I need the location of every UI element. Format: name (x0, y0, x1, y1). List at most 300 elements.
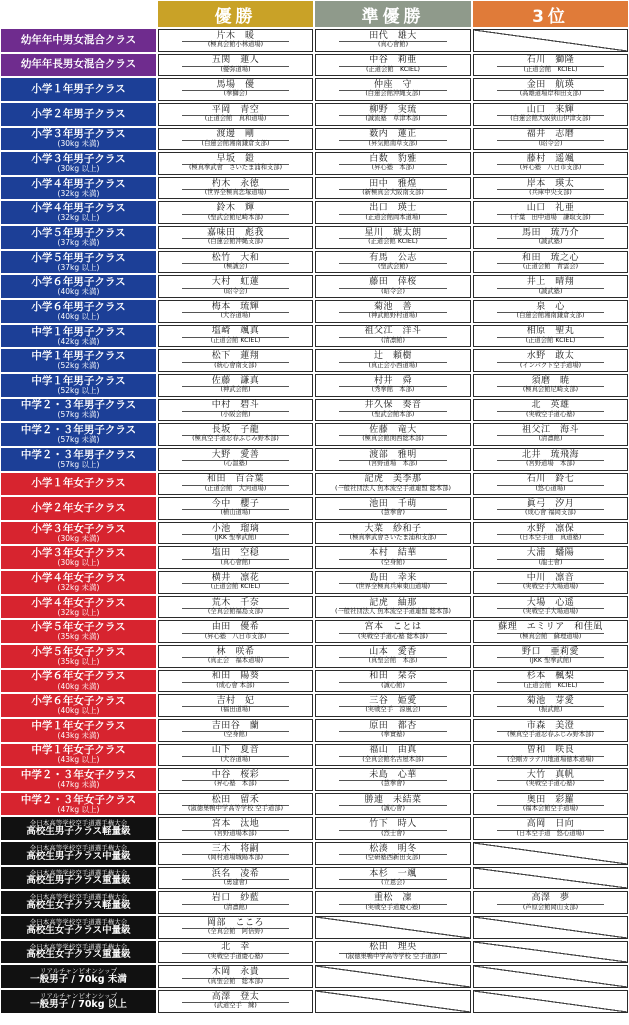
third-place-cell (473, 768, 628, 791)
dojo-name: (一般社団法人 魚本流空手道連盟 総本部) (335, 607, 451, 615)
runner-up-cell (315, 349, 471, 372)
winner-cell (158, 473, 313, 496)
category-label (1, 325, 156, 348)
category-label (1, 990, 156, 1013)
category-name: 中学１年女子クラス (31, 744, 126, 757)
third-place-cell (473, 744, 628, 767)
runner-up-cell (315, 29, 471, 52)
category-label (1, 54, 156, 77)
category-weight: (30kg 以上) (57, 558, 100, 568)
athlete-name: 奥田 彩羅 (526, 794, 575, 805)
athlete-name: 水野 敢太 (526, 351, 575, 362)
athlete-name: 水野 凛保 (526, 523, 575, 534)
dojo-name: (神武会館) (220, 386, 251, 394)
table-row (1, 423, 628, 446)
athlete-name: 大浦 蟠陽 (526, 548, 575, 559)
dojo-name: (岡村道場城陽本部) (207, 854, 264, 862)
winner-cell (158, 694, 313, 717)
dojo-name: (極誠会) (223, 262, 248, 270)
athlete-name: 林 咲希 (216, 646, 255, 657)
category-event: 全日本高等学校空手道選手権大会 (29, 942, 128, 951)
dojo-name: (芦原会館岡山支部) (522, 903, 579, 911)
table-row (1, 694, 628, 717)
athlete-name: 星川 琥太朗 (364, 227, 422, 238)
athlete-name: 石川 獅隆 (526, 55, 575, 66)
athlete-name: 荒木 千奈 (211, 597, 260, 608)
athlete-name: 菊池 善 (373, 301, 412, 312)
runner-up-cell (315, 448, 471, 471)
dojo-name: (真心會館) (377, 41, 409, 49)
table-row (1, 670, 628, 693)
dojo-name: (正道会館岡本道場) (365, 213, 421, 221)
category-label (1, 670, 156, 693)
runner-up-cell (315, 793, 471, 816)
athlete-name: 山下 夏音 (211, 745, 260, 756)
category-name: 小学３年女子クラス (31, 547, 126, 560)
table-row (1, 201, 628, 224)
category-weight: (35kg 以上) (57, 656, 100, 666)
athlete-name: 平岡 青空 (211, 104, 260, 115)
category-weight: (42kg 未満) (57, 336, 100, 346)
third-place-cell (473, 54, 628, 77)
runner-up-cell (315, 571, 471, 594)
dojo-name: (極真会館小林道場) (207, 41, 264, 49)
third-place-cell (473, 620, 628, 643)
dojo-name: (実戦空手道心塾) (526, 780, 575, 788)
athlete-name: 横井 凛花 (211, 572, 260, 583)
category-name: 小学６年女子クラス (31, 670, 126, 683)
athlete-name: 仲座 守 (373, 80, 412, 91)
table-row (1, 645, 628, 668)
dojo-name: (淑徳巣鴨中学高等学校 空手道部) (345, 952, 441, 960)
category-event: 全日本高等学校空手道選手権大会 (29, 819, 128, 828)
runner-up-cell (315, 473, 471, 496)
athlete-name: 井上 晴翔 (526, 277, 575, 288)
dojo-name: (正道会館 KCIEL) (523, 65, 578, 73)
category-label (1, 423, 156, 446)
category-weight: (32kg 未満) (57, 582, 100, 592)
category-name: 幼年年中男女混合クラス (20, 33, 137, 46)
winner-cell (158, 793, 313, 816)
third-place-cell-empty (473, 842, 628, 865)
athlete-name: 藤田 倖桜 (369, 277, 417, 288)
dojo-name: (正道会館 KCIEL) (366, 65, 420, 73)
category-weight: (32kg 未満) (57, 188, 100, 198)
athlete-name: 宮本 汰地 (211, 819, 260, 830)
athlete-name: 記虎 紬那 (369, 597, 417, 608)
athlete-name: 眞弓 汐月 (526, 498, 575, 509)
table-row (1, 54, 628, 77)
dojo-name: (空身館) (381, 558, 405, 566)
category-name: 小学５年女子クラス (31, 645, 126, 658)
dojo-name: (拳獅会) (223, 90, 248, 98)
dojo-name: (白蓮会館湘南鎌倉支部) (201, 139, 270, 147)
category-name: 高校生女子クラス中量級 (26, 924, 131, 936)
dojo-name: (昇心塾 本部) (214, 780, 257, 788)
dojo-name: (極真会館 蘇理道場) (519, 632, 582, 640)
dojo-name: (日本空手道 悠心道場) (516, 829, 585, 837)
runner-up-cell-empty (315, 916, 471, 939)
athlete-name: 塩田 空穏 (211, 548, 260, 559)
category-name: 高校生男子クラス軽量級 (26, 826, 131, 838)
table-row (1, 177, 628, 200)
dojo-name: (優弥道場) (220, 65, 251, 73)
dojo-name: (正道会館 KCIEL) (525, 336, 576, 344)
athlete-name: 未島 心華 (369, 769, 417, 780)
third-place-cell (473, 423, 628, 446)
athlete-name: 野口 亜莉愛 (521, 646, 579, 657)
athlete-name: 馬場 優 (216, 80, 255, 91)
third-place-cell (473, 719, 628, 742)
athlete-name: 中谷 莉亜 (369, 55, 417, 66)
category-label (1, 965, 156, 988)
dojo-name: (真聖会館 本部) (368, 657, 418, 665)
runner-up-cell (315, 325, 471, 348)
athlete-name: 岡部 こころ (206, 917, 264, 928)
dojo-name: (清凛館) (223, 903, 248, 911)
winner-cell (158, 54, 313, 77)
table-row (1, 546, 628, 569)
third-place-cell (473, 128, 628, 151)
winner-cell (158, 152, 313, 175)
category-event: 全日本高等学校空手道選手権大会 (29, 844, 128, 853)
dojo-name: (インパクト空手道場) (519, 361, 582, 369)
table-row (1, 719, 628, 742)
table-row (1, 300, 628, 323)
athlete-name: 辻 頼樹 (373, 351, 412, 362)
category-weight: (43kg 以上) (57, 755, 100, 765)
table-row (1, 275, 628, 298)
winner-cell (158, 226, 313, 249)
third-place-cell (473, 473, 628, 496)
dojo-name: (横山道場) (220, 509, 251, 517)
category-name: 小学５年女子クラス (31, 621, 126, 634)
runner-up-cell (315, 152, 471, 175)
winner-cell (158, 497, 313, 520)
athlete-name: 相原 聖丸 (526, 326, 575, 337)
table-row (1, 226, 628, 249)
dojo-name: (誠心館) (381, 681, 405, 689)
table-row (1, 620, 628, 643)
runner-up-cell (315, 251, 471, 274)
winner-cell (158, 645, 313, 668)
third-place-cell (473, 670, 628, 693)
category-weight: (57kg 未満) (57, 435, 100, 445)
runner-up-cell (315, 941, 471, 964)
dojo-name: (白蓮会館沖縄支部) (207, 238, 264, 246)
winner-cell (158, 620, 313, 643)
category-label (1, 571, 156, 594)
third-place-cell-empty (473, 29, 628, 52)
athlete-name: 高澤 夢 (531, 893, 570, 904)
category-weight: (30kg 以上) (57, 164, 100, 174)
dojo-name: (極真拳武會さいたま浦和支部) (349, 534, 437, 542)
athlete-name: 菊池 芽愛 (526, 696, 575, 707)
third-place-cell (473, 497, 628, 520)
category-label (1, 546, 156, 569)
table-row (1, 374, 628, 397)
category-name: 小学４年女子クラス (31, 596, 126, 609)
dojo-name: (慧拳會) (381, 780, 405, 788)
category-label (1, 349, 156, 372)
athlete-name: 大場 心遥 (526, 597, 575, 608)
athlete-name: 祖父江 洋斗 (364, 326, 422, 337)
category-label (1, 694, 156, 717)
dojo-name: (心温塾) (223, 460, 248, 468)
category-weight: (57kg 未満) (57, 410, 100, 420)
runner-up-cell (315, 891, 471, 914)
dojo-name: (聖武会館本部) (371, 410, 415, 418)
third-place-cell-empty (473, 867, 628, 890)
athlete-name: 藤村 遥颯 (526, 153, 575, 164)
runner-up-cell (315, 842, 471, 865)
dojo-name: (正道会館 KCIEL) (210, 336, 261, 344)
winner-cell (158, 891, 313, 914)
dojo-name: (JKK 聖拳武館) (214, 534, 257, 542)
athlete-name: 浜名 凌希 (211, 868, 260, 879)
category-name: 中学２・３年男子クラス (20, 399, 137, 412)
runner-up-cell (315, 300, 471, 323)
third-place-cell (473, 546, 628, 569)
dojo-name: (福本会館空手道場) (522, 805, 579, 813)
runner-up-cell (315, 719, 471, 742)
athlete-name: 松田 理央 (369, 942, 417, 953)
category-label (1, 103, 156, 126)
dojo-name: (福田道場) (220, 706, 251, 714)
runner-up-cell-empty (315, 965, 471, 988)
athlete-name: 三谷 姫愛 (369, 696, 417, 707)
category-label (1, 374, 156, 397)
third-place-cell (473, 177, 628, 200)
category-weight: (40kg 未満) (57, 681, 100, 691)
dojo-name: (昭令会) (538, 139, 563, 147)
table-row (1, 891, 628, 914)
table-row (1, 325, 628, 348)
athlete-name: 市森 美澄 (526, 720, 575, 731)
dojo-name: (世界全極真恋塚道場) (204, 189, 267, 197)
athlete-name: 由田 優希 (211, 622, 260, 633)
dojo-name: (極真会館関西総本部) (362, 435, 424, 443)
dojo-name: (極真拳武會 さいたま浦和支部) (188, 164, 283, 172)
winner-cell (158, 251, 313, 274)
dojo-name: (昭令会) (381, 287, 405, 295)
dojo-name: (神武館野村道場) (368, 312, 418, 320)
category-weight: (30kg 未満) (57, 139, 100, 149)
third-place-cell (473, 349, 628, 372)
athlete-name: 北井 琉飛海 (521, 449, 579, 460)
dojo-name: (昭令会) (223, 287, 248, 295)
dojo-name: (淑徳巣鴨中学高等学校 空手道部) (187, 805, 284, 813)
table-row (1, 29, 628, 52)
dojo-name: (新極真会大阪南支部) (362, 189, 424, 197)
dojo-name: (真正会小西道場) (368, 361, 418, 369)
winner-cell (158, 546, 313, 569)
category-name: 小学６年男子クラス (31, 300, 126, 313)
runner-up-cell (315, 128, 471, 151)
category-weight: (52kg 以上) (57, 385, 100, 395)
athlete-name: 松下 蓮翔 (211, 351, 260, 362)
category-label (1, 275, 156, 298)
category-label (1, 497, 156, 520)
category-label (1, 201, 156, 224)
athlete-name: 北 英雄 (531, 400, 570, 411)
category-name: 小学３年男子クラス (31, 128, 126, 141)
category-name: 小学６年男子クラス (31, 276, 126, 289)
athlete-name: 曽和 咲良 (526, 745, 575, 756)
third-place-cell (473, 817, 628, 840)
category-name: 小学６年女子クラス (31, 695, 126, 708)
dojo-name: (実戦空手道慶心塾) (207, 952, 264, 960)
dojo-name: (真正会 福本道場) (207, 657, 264, 665)
table-row (1, 103, 628, 126)
runner-up-cell (315, 596, 471, 619)
table-row (1, 596, 628, 619)
third-place-cell-empty (473, 941, 628, 964)
category-name: 中学２・３年男子クラス (20, 448, 137, 461)
athlete-name: 松湊 明冬 (369, 843, 417, 854)
dojo-name: (昇気館南草支部) (368, 139, 418, 147)
category-label (1, 448, 156, 471)
dojo-name: (正道会館 KCIEL) (210, 583, 261, 591)
winner-cell (158, 349, 313, 372)
category-name: 高校生女子クラス重量級 (26, 949, 131, 961)
dojo-name: (正道会館 KCIEL) (523, 681, 578, 689)
third-place-cell (473, 596, 628, 619)
table-row (1, 916, 628, 939)
athlete-name: 金田 航瑛 (526, 80, 575, 91)
dojo-name: (成心會 福岡支部) (525, 509, 576, 517)
table-row (1, 251, 628, 274)
athlete-name: 山口 礼亜 (526, 203, 575, 214)
winner-cell (158, 842, 313, 865)
dojo-name: (実戦空手道慶心塾) (365, 903, 421, 911)
category-label (1, 891, 156, 914)
table-row (1, 842, 628, 865)
winner-cell (158, 670, 313, 693)
athlete-name: 島田 幸来 (369, 572, 417, 583)
results-table (1, 1, 628, 1023)
category-label (1, 842, 156, 865)
category-label (1, 645, 156, 668)
dojo-name: (高雄道場岸和田支部) (519, 90, 582, 98)
athlete-name: 中村 碧斗 (211, 400, 260, 411)
winner-cell (158, 325, 313, 348)
runner-up-cell (315, 620, 471, 643)
category-name: 小学４年男子クラス (31, 202, 126, 215)
winner-cell (158, 990, 313, 1013)
category-label (1, 793, 156, 816)
category-name: 小学３年女子クラス (31, 522, 126, 535)
athlete-name: 山口 来輝 (526, 104, 575, 115)
athlete-name: 高岡 日向 (526, 819, 575, 830)
category-name: 中学２・３年男子クラス (20, 424, 137, 437)
third-place-cell (473, 251, 628, 274)
winner-cell (158, 571, 313, 594)
dojo-name: (空身館) (223, 731, 248, 739)
dojo-name: (誠武塾) (538, 238, 563, 246)
category-name: 一般男子 / 70kg 以上 (30, 998, 127, 1010)
category-label (1, 768, 156, 791)
table-row (1, 448, 628, 471)
athlete-name: 塩崎 颯真 (211, 326, 260, 337)
category-label (1, 596, 156, 619)
table-row (1, 571, 628, 594)
category-label (1, 29, 156, 52)
category-name: 小学４年男子クラス (31, 177, 126, 190)
athlete-name: 記虎 美李那 (364, 474, 422, 485)
winner-cell (158, 177, 313, 200)
winner-cell (158, 744, 313, 767)
winner-cell (158, 941, 313, 964)
category-name: 小学５年男子クラス (31, 226, 126, 239)
athlete-name: 大村 虹蓮 (211, 277, 260, 288)
third-place-cell (473, 399, 628, 422)
athlete-name: 木岡 永貴 (211, 967, 260, 978)
table-row (1, 349, 628, 372)
category-weight: (37kg 以上) (57, 262, 100, 272)
athlete-name: 和田 琉之心 (521, 252, 579, 263)
athlete-name: 大竹 真帆 (526, 769, 575, 780)
runner-up-cell (315, 744, 471, 767)
athlete-name: 田代 雄大 (369, 30, 417, 41)
category-name: 小学２年男子クラス (31, 107, 126, 120)
athlete-name: 竹下 時人 (369, 819, 417, 830)
dojo-name: (実戦空手道心塾) (526, 410, 575, 418)
header-runner-up: 準優勝 (315, 1, 471, 27)
category-event: 全日本高等学校空手道選手権大会 (29, 893, 128, 902)
dojo-name: (昇心塾 本部) (371, 164, 415, 172)
dojo-name: (誠流塾 草津本部) (365, 115, 421, 123)
header-third-place: 3位 (473, 1, 628, 27)
category-weight: (47kg 未満) (57, 780, 100, 790)
third-place-cell (473, 448, 628, 471)
table-row (1, 152, 628, 175)
header-winner: 優勝 (158, 1, 313, 27)
athlete-name: 福山 由真 (369, 745, 417, 756)
third-place-cell (473, 571, 628, 594)
category-label (1, 399, 156, 422)
winner-cell (158, 596, 313, 619)
dojo-name: (昇心塾 八日市支部) (204, 632, 267, 640)
runner-up-cell (315, 177, 471, 200)
athlete-name: 蘇理 エミリア 和佳凪 (498, 622, 603, 633)
category-label (1, 251, 156, 274)
table-row (1, 817, 628, 840)
dojo-name: (極真空手道忍春ふじみ野本部) (192, 435, 279, 443)
category-name: 中学１年男子クラス (31, 350, 126, 363)
winner-cell (158, 768, 313, 791)
athlete-name: 杓木 永徳 (211, 178, 260, 189)
category-name: 小学５年男子クラス (31, 251, 126, 264)
athlete-name: 出口 瑛士 (369, 203, 417, 214)
dojo-name: (悠心道場) (535, 484, 566, 492)
athlete-name: 泉 心 (536, 301, 565, 312)
dojo-name: (全剛カラテ川地道場徳本道場) (507, 755, 594, 763)
third-place-cell (473, 78, 628, 101)
category-name: 高校生男子クラス中量級 (26, 850, 131, 862)
third-place-cell (473, 275, 628, 298)
category-name: 中学１年男子クラス (31, 325, 126, 338)
dojo-name: (武道空手 練) (214, 1002, 257, 1010)
dojo-name: (正道会館 真和道場) (204, 115, 267, 123)
athlete-name: 岸本 瑛太 (526, 178, 575, 189)
runner-up-cell (315, 399, 471, 422)
runner-up-cell (315, 374, 471, 397)
athlete-name: 中川 凛音 (526, 572, 575, 583)
winner-cell (158, 300, 313, 323)
category-name: 高校生男子クラス重量級 (26, 875, 131, 887)
table-row (1, 473, 628, 496)
